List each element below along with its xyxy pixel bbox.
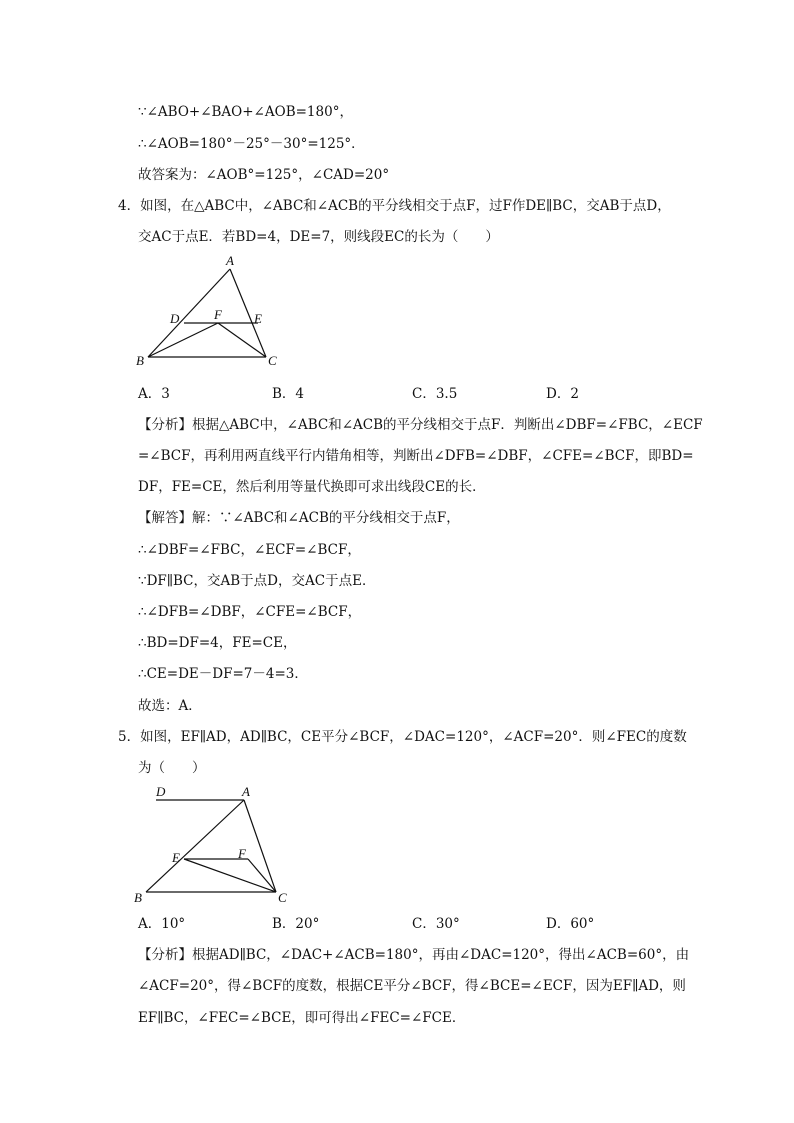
solution-text: ∴∠DFB=∠DBF，∠CFE=∠BCF， (138, 604, 362, 620)
option-b: B．20° (272, 916, 320, 932)
segment-ac (244, 800, 276, 892)
figure-trapezoid-q5 (130, 780, 300, 908)
segment-bf (148, 323, 218, 357)
text-line: 故答案为：∠AOB°=125°，∠CAD=20° (138, 167, 390, 183)
label-b: B (134, 890, 142, 905)
option-c: C．3.5 (412, 386, 458, 402)
label-a: A (242, 784, 250, 799)
figure-triangle-abc-q4 (130, 253, 290, 371)
label-f: F (238, 846, 246, 861)
text-line: ∵∠ABO+∠BAO+∠AOB=180°， (138, 104, 353, 120)
option-d: D．2 (546, 386, 579, 402)
analysis-text: =∠BCF，再利用两直线平行内错角相等，判断出∠DFB=∠DBF，∠CFE=∠BCF，即BD= (138, 448, 694, 464)
solution-text: ∴CE=DE－DF=7－4=3． (138, 666, 308, 682)
label-e: E (172, 850, 180, 865)
solution-text: ∴BD=DF=4，FE=CE， (138, 635, 297, 651)
label-d: D (170, 311, 180, 326)
label-a: A (226, 253, 234, 268)
option-a: A．10° (138, 916, 186, 932)
question-4-stem: 交AC于点E．若BD=4，DE=7，则线段EC的长为（ ） (138, 229, 499, 245)
label-f: F (214, 307, 222, 322)
analysis-text: DF，FE=CE，然后利用等量代换即可求出线段CE的长． (138, 479, 486, 495)
label-b: B (136, 353, 144, 368)
analysis-text: 【分析】根据AD∥BC，∠DAC+∠ACB=180°，再由∠DAC=120°，得出∠ACB=60°，由 (138, 947, 690, 963)
option-b: B．4 (272, 386, 305, 402)
analysis-text: 【分析】根据△ABC中，∠ABC和∠ACB的平分线相交于点F．判断出∠DBF=∠FBC，∠ECF (138, 417, 703, 433)
question-4-stem: 4．如图，在△ABC中，∠ABC和∠ACB的平分线相交于点F，过F作DE∥BC，交AB于点D， (118, 198, 671, 214)
label-d: D (156, 784, 166, 799)
analysis-text: EF∥BC，∠FEC=∠BCE，即可得出∠FEC=∠FCE． (138, 1010, 466, 1026)
text-line: ∴∠AOB=180°－25°－30°=125°． (138, 136, 365, 152)
label-c: C (268, 353, 277, 368)
question-5-stem: 5．如图，EF∥AD，AD∥BC，CE平分∠BCF，∠DAC=120°，∠ACF=20°．则∠FEC的度数 (118, 729, 687, 745)
question-5-stem: 为（ ） (138, 760, 206, 776)
solution-text: ∵DF∥BC，交AB于点D，交AC于点E． (138, 573, 376, 589)
solution-text: ∴∠DBF=∠FBC，∠ECF=∠BCF， (138, 542, 361, 558)
option-c: C．30° (412, 916, 460, 932)
solution-text: 【解答】解：∵∠ABC和∠ACB的平分线相交于点F， (138, 510, 460, 526)
option-a: A．3 (138, 386, 170, 402)
option-d: D．60° (546, 916, 595, 932)
segment-ab (146, 800, 244, 892)
analysis-text: ∠ACF=20°，得∠BCF的度数，根据CE平分∠BCF，得∠BCE=∠ECF，因为EF∥AD，则 (138, 978, 686, 994)
answer-text: 故选：A． (138, 698, 202, 714)
label-e: E (254, 311, 262, 326)
label-c: C (278, 890, 287, 905)
